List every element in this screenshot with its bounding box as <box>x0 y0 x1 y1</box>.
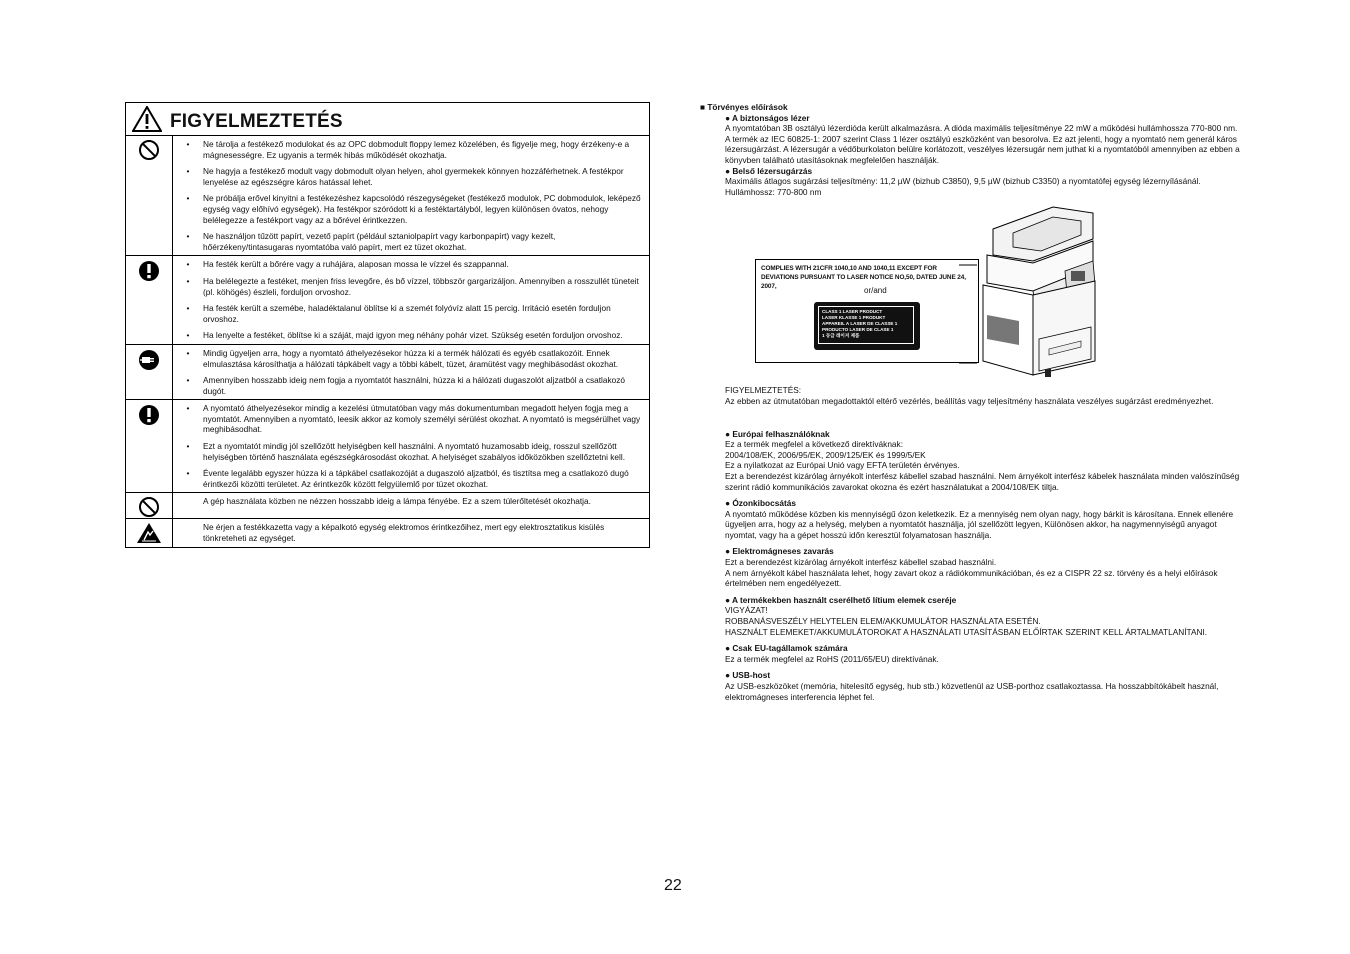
esd-icon <box>126 519 173 546</box>
warning-row <box>126 400 649 493</box>
laser-label-box <box>755 259 979 363</box>
warning-item <box>173 231 643 252</box>
warning-row <box>126 345 649 400</box>
laser-label-figure <box>725 203 1245 373</box>
internal-laser-text-1: Maximális átlagos sugárzási teljesítmény: 11,2 µW (bizhub C3850), 9,5 µW (bizhub C3350) a nyomtatófej egység lézernyílásánál. <box>725 176 1201 187</box>
class1-line-3: APPAREIL A LASER DE CLASSE 1 <box>822 321 898 327</box>
emi-text-1: Ezt a berendezést kizárólag árnyékolt interfész kábellel szabad használni. <box>725 557 997 568</box>
eu-users-text-1: Ez a termék megfelel a következő direktíváknak: <box>725 439 904 450</box>
warning-item <box>173 303 643 324</box>
warning-item-text: Ne próbálja erővel kinyitni a festékezéshez kapcsolódó részegységeket (festékező modulok, PC dobmodulok, leképező egység vagy előhívó egységek). Ha festékpor szóródott ki a festéktartályból, legyen különösen óvatos, nehogy belélegezze a festékport vagy az a bőrével érintkezzen. <box>203 193 641 225</box>
warning-triangle-icon <box>132 106 162 132</box>
warning-item <box>173 139 643 160</box>
warning-item <box>173 403 643 435</box>
unplug-icon <box>126 345 173 399</box>
exclamation-icon <box>126 256 173 344</box>
exclamation-icon <box>126 400 173 492</box>
warning-item-text: Mindig ügyeljen arra, hogy a nyomtató áthelyezésekor húzza ki a termék hálózati és egyéb csatlakozóit. Ennek elmulasztása károsíthatja a hálózati tápkábelt vagy a többi kábelt, tüzet, áramütést vagy meghibásodást okozhat. <box>203 347 619 369</box>
warning-item-text: Ha lenyelte a festéket, öblítse ki a száját, majd igyon meg néhány pohár vizet. Szükség esetén forduljon orvoshoz. <box>203 330 623 341</box>
lithium-text-2: ROBBANÁSVESZÉLY HELYTELEN ELEM/AKKUMULÁTOR HASZNÁLATA ESETÉN. <box>725 616 1041 627</box>
warning-item-text: Ne hagyja a festékező modult vagy dobmodult olyan helyen, ahol gyermekek könnyen hozzáférhetnek. A festékpor lenyelése az egészségre káros hatással lehet. <box>203 166 624 187</box>
bullet: • <box>186 231 190 242</box>
warning-header <box>126 103 649 136</box>
eu-users-heading: ● Európai felhasználóknak <box>725 428 830 439</box>
eu-members-heading: ● Csak EU-tagállamok számára <box>725 643 848 654</box>
warning-item <box>173 496 643 507</box>
bullet: • <box>186 403 190 414</box>
warning-note-text: Az ebben az útmutatóban megadottaktól eltérő vezérlés, beállítás vagy teljesítmény használata veszélyes sugárzást eredményezhet. <box>725 395 1214 406</box>
bullet: • <box>186 166 190 177</box>
class1-line-5: 1 등급 레이저 제품 <box>822 333 860 339</box>
warning-item-text: Amennyiben hosszabb ideig nem fogja a nyomtatót használni, húzza ki a hálózati dugaszolót aljzatból a csatlakozó dugót. <box>203 375 626 396</box>
warning-item <box>173 441 643 462</box>
warning-item <box>173 522 643 543</box>
regulations-heading: ■ Törvényes előírások <box>700 102 788 112</box>
warning-item-text: Ne használjon tűzött papírt, vezető papírt (például sztaniolpapírt vagy karbonpapírt) vagy kezelt, hőérzékeny/tintasugaras nyomtatóba való papírt, mert ez tüzet okozhat. <box>203 231 556 252</box>
label-line-2: DEVIATIONS PURSUANT TO LASER NOTICE NO,50, DATED JUNE 24, 2007, <box>761 274 966 291</box>
bullet: • <box>186 259 190 270</box>
warning-item <box>173 166 643 187</box>
bullet: • <box>186 375 190 386</box>
laser-safety-text-2: A termék az IEC 60825-1: 2007 szerint Class 1 lézer osztályú eszközként van besorolva. Ez azt jelenti, hogy a nyomtató nem generál káros lézersugárzást. A lézersugár a védőburkolaton belülre korlátozott, veszélyes lézersugár nem juthat ki a nyomtatóból amennyiben az ebben a könyvben található utasításoknak megfelelően használják. <box>725 133 1240 165</box>
warning-item-text: A gép használata közben ne nézzen hosszabb ideig a lámpa fényébe. Ez a szem túlerőltetését okozhatja. <box>203 496 591 507</box>
emi-text-2: A nem árnyékolt kábel használata lehet, hogy zavart okoz a rádiókommunikációban, és ez a CISPR 22 sz. törvény és a helyi előírások értelmében nem engedélyezett. <box>725 567 1218 589</box>
warning-item <box>173 330 643 341</box>
prohibition-icon <box>126 136 173 255</box>
warning-item-text: Ha festék került a szemébe, haladéktalanul öblítse ki a szemét folyóvíz alatt 15 percig. Irritáció esetén forduljon orvoshoz. <box>203 303 611 324</box>
lithium-text-3: HASZNÁLT ELEMEKET/AKKUMULÁTOROKAT A HASZNÁLATI UTASÍTÁSBAN ELŐÍRTAK SZERINT KELL ÁRTALMATLANÍTANI. <box>725 626 1208 637</box>
warning-item-text: Évente legalább egyszer húzza ki a tápkábel csatlakozóját a dugaszoló aljzatból, és tisztítsa meg a csatlakozó dugó érintkezői közötti területet. Az érintkezők között felgyülemlő por tüzet okozhat. <box>203 468 629 489</box>
bullet: • <box>186 441 190 452</box>
ozone-heading: ● Ózonkibocsátás <box>725 498 796 509</box>
warning-item-text: Ha belélegezte a festéket, menjen friss levegőre, és bő vízzel, többször gargarizáljon. Amennyiben a rosszullét tüneteit (pl. köhögés) észleli, forduljon orvoshoz. <box>203 275 639 297</box>
class1-line-4: PRODUCTO LASER DE CLASE 1 <box>822 327 894 333</box>
regulations-column <box>700 102 1245 708</box>
warning-title: FIGYELMEZTETÉS <box>170 111 343 132</box>
bullet: • <box>186 139 190 149</box>
class1-line-1: CLASS 1 LASER PRODUCT <box>822 309 883 315</box>
eu-users-text-3: Ez a nyilatkozat az Európai Unió vagy EFTA területén érvényes. <box>725 460 960 471</box>
prohibition-icon <box>126 493 173 518</box>
warning-item <box>173 348 643 369</box>
printer-illustration <box>953 199 1253 379</box>
eu-members-text: Ez a termék megfelel az RoHS (2011/65/EU) direktívának. <box>725 653 939 664</box>
warning-item-text: Ezt a nyomtatót mindig jól szellőzött helyiségben kell használni. A nyomtató huzamosabb ideig, rosszul szellőzött helyiségben történő használata egészségkárosodást okozhat. A helyiséget szabályos időközökben szellőztetni kell. <box>203 441 626 462</box>
usb-host-text: Az USB-eszközöket (memória, hitelesítő egység, hub stb.) közvetlenül az USB-porthoz csatlakoztassa. Ha hosszabbítókábelt használ, elektromágneses interferencia léphet fel. <box>725 681 1219 702</box>
warning-note-heading: FIGYELMEZTETÉS: <box>725 385 802 396</box>
warning-item <box>173 259 643 270</box>
warning-row <box>126 256 649 345</box>
emi-heading: ● Elektromágneses zavarás <box>725 546 834 557</box>
bullet: • <box>186 275 190 286</box>
class1-line-2: LASER KLASSE 1 PRODUKT <box>822 315 886 321</box>
internal-laser-text-2: Hullámhossz: 770-800 nm <box>725 186 822 197</box>
page-number: 22 <box>664 877 682 894</box>
internal-laser-heading: ● Belső lézersugárzás <box>725 165 813 176</box>
warning-row <box>126 519 649 546</box>
warning-item <box>173 375 643 396</box>
bullet: • <box>186 303 190 314</box>
laser-safety-text-1: A nyomtatóban 3B osztályú lézerdióda került alkalmazásra. A dióda maximális teljesítménye 22 mW a működési hullámhossza 770-800 nm. <box>725 123 1238 134</box>
bullet: • <box>186 330 190 341</box>
warning-item <box>173 276 643 297</box>
bullet: • <box>186 468 190 479</box>
warning-item <box>173 193 643 225</box>
eu-users-text-4: Ezt a berendezést kizárólag árnyékolt interfész kábellel szabad használni. Nem árnyékolt interfész kábelek használata minden valószínűség szerint rádió kommunikációs zavarokat okozna és ezért használatukat a 2004/108/EK tiltja. <box>725 470 1240 492</box>
usb-host-heading: ● USB-host <box>725 670 771 681</box>
lithium-heading: ● A termékekben használt cserélhető lítium elemek cseréje <box>725 594 957 605</box>
warning-item <box>173 468 643 489</box>
bullet: • <box>186 347 190 358</box>
warning-item-text: Ne tárolja a festékező modulokat és az OPC dobmodult floppy lemez közelében, és figyelje meg, hogy érzékeny-e a mágnesességre. Ez ugyanis a termék hibás működését okozhatja. <box>203 139 630 160</box>
label-line-1: COMPLIES WITH 21CFR 1040,10 AND 1040,11 EXCEPT FOR <box>761 265 937 273</box>
laser-safety-heading: ● A biztonságos lézer <box>725 112 810 123</box>
class1-label <box>814 302 920 350</box>
warning-item-text: Ne érjen a festékkazetta vagy a képalkotó egység elektromos érintkezőihez, mert egy elektrosztatikus kisülés tönkreteheti az egységet. <box>203 522 605 544</box>
eu-users-text-2: 2004/108/EK, 2006/95/EK, 2009/125/EK és 1999/5/EK <box>725 449 926 460</box>
lithium-text-1: VIGYÁZAT! <box>725 605 768 616</box>
warning-row <box>126 136 649 256</box>
warning-table <box>125 102 650 548</box>
bullet: • <box>186 193 190 204</box>
warning-item-text: Ha festék került a bőrére vagy a ruhájára, alaposan mossa le vízzel és szappannal. <box>203 259 509 270</box>
warning-row <box>126 493 649 519</box>
warning-item-text: A nyomtató áthelyezésekor mindig a kezelési útmutatóban vagy más dokumentumban megadott helyen fogja meg a nyomtatót. Amennyiben a nyomtató, leesik akkor az komoly személyi sérülést okozhat. A nyomtató is megsérülhet vagy meghibásodhat. <box>203 403 641 435</box>
ozone-text: A nyomtató működése közben kis mennyiségű ózon keletkezik. Ez a mennyiség nem olyan nagy, hogy bárkit is károsítana. Ennek ellenére ügyeljen arra, hogy az a helység, melyben a nyomtatót használja, jól szellőzött legyen, Különösen akkor, ha nagymennyiségű anyagot nyomtat, vagy ha a gépet hosszú időn keresztül folyamatosan használja. <box>725 508 1234 540</box>
label-or: or/and <box>864 286 887 296</box>
